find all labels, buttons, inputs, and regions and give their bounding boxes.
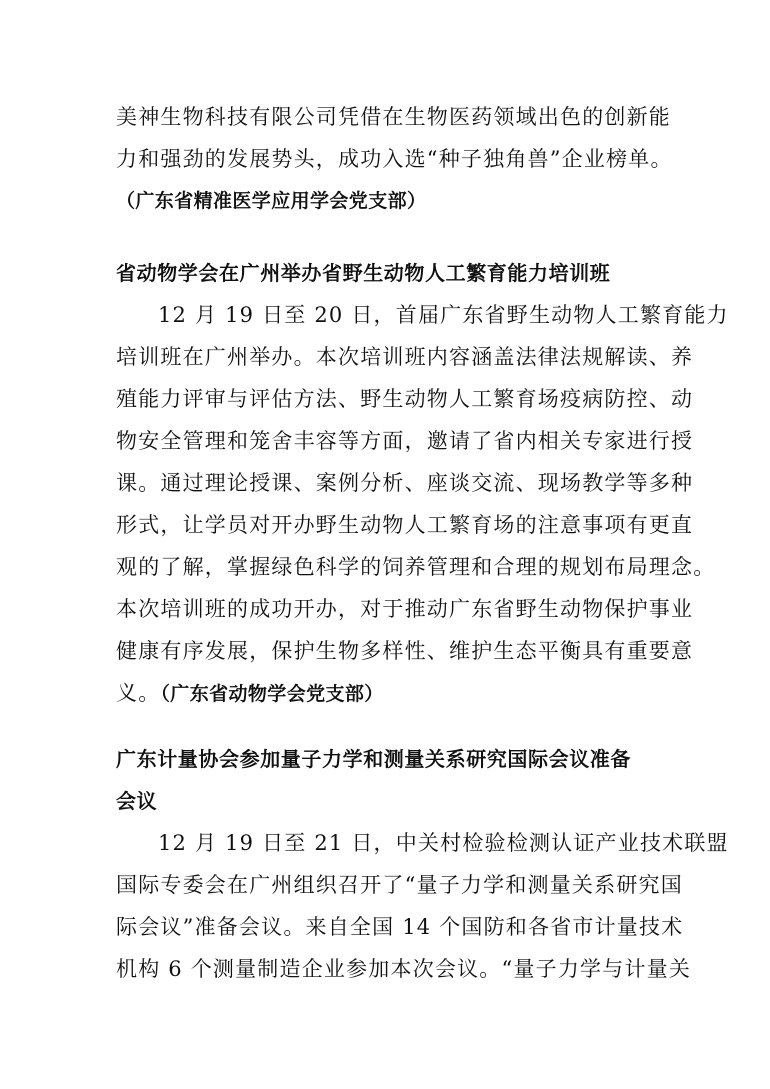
paragraph-last-line [116, 672, 676, 714]
paragraph-line: 观的了解，掌握绿色科学的饲养管理和合理的规划布局理念。 [116, 555, 716, 579]
source-attribution: （广东省动物学会党支部） [160, 683, 384, 705]
paragraph-line: 际会议”准备会议。来自全国 14 个国防和各省市计量技术 [116, 915, 684, 939]
section-zoology-training [116, 252, 729, 714]
section-metrology-meeting [116, 738, 729, 990]
paragraph-line: 培训班在广州举办。本次培训班内容涵盖法律法规解读、养 [116, 345, 694, 369]
paragraph-line: 国际专委会在广州组织召开了“量子力学和测量关系研究国 [116, 873, 683, 897]
paragraph-line: 12 月 19 日至 20 日，首届广东省野生动物人工繁育能力 [158, 303, 729, 327]
paragraph-line-end: 义。 [116, 681, 161, 705]
source-attribution: （广东省精准医学应用学会党支部） [116, 190, 427, 212]
paragraph-line: 12 月 19 日至 21 日，中关村检验检测认证产业技术联盟 [158, 831, 729, 855]
section-heading-line: 广东计量协会参加量子力学和测量关系研究国际会议准备 [116, 747, 631, 771]
section-mei-shen [116, 96, 676, 222]
paragraph-line: 物安全管理和笼舍丰容等方面，邀请了省内相关专家进行授 [116, 429, 694, 453]
section-heading: 省动物学会在广州举办省野生动物人工繁育能力培训班 [116, 261, 611, 285]
paragraph-line: 机构 6 个测量制造企业参加本次会议。“量子力学与计量关 [116, 957, 692, 981]
paragraph-line: 本次培训班的成功开办，对于推动广东省野生动物保护事业 [116, 597, 694, 621]
paragraph-line: 健康有序发展，保护生物多样性、维护生态平衡具有重要意 [116, 639, 694, 663]
paragraph-line: 殖能力评审与评估方法、野生动物人工繁育场疫病防控、动 [116, 387, 694, 411]
paragraph-line: 美神生物科技有限公司凭借在生物医药领域出色的创新能 [116, 105, 671, 129]
paragraph-line: 形式，让学员对开办野生动物人工繁育场的注意事项有更直 [116, 513, 694, 537]
paragraph-line: 课。通过理论授课、案例分析、座谈交流、现场教学等多种 [116, 471, 694, 495]
paragraph-line: 力和强劲的发展势头，成功入选“种子独角兽”企业榜单。 [116, 147, 673, 171]
section-heading-line: 会议 [116, 789, 158, 813]
